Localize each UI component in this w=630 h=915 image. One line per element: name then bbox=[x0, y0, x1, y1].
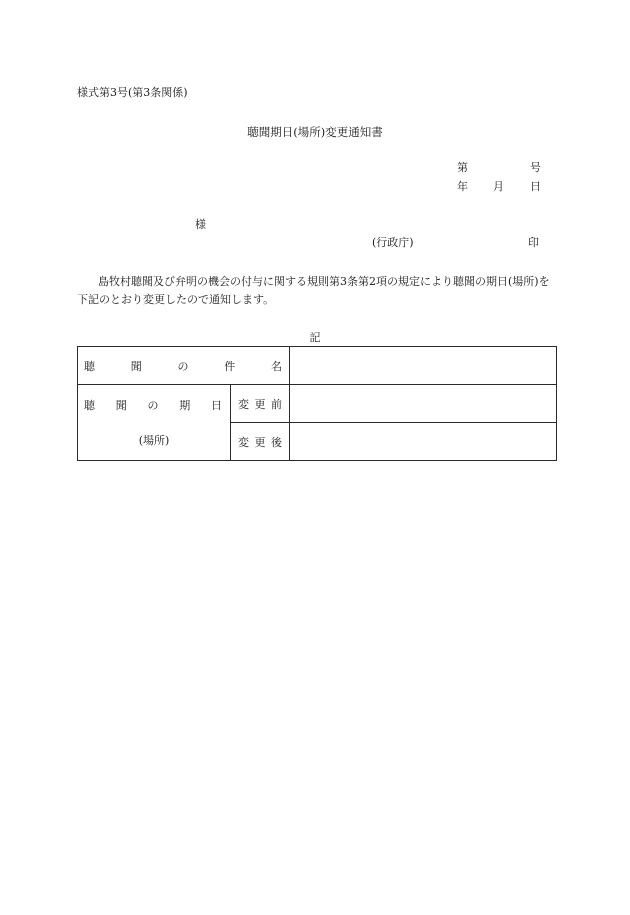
hearing-date-label bbox=[78, 397, 230, 448]
label-char: 前 bbox=[271, 397, 282, 411]
after-change-label-cell bbox=[231, 423, 290, 461]
after-change-label bbox=[231, 434, 289, 450]
label-char: の bbox=[177, 359, 189, 373]
label-char: 聴 bbox=[84, 359, 95, 373]
label-char: 更 bbox=[254, 397, 266, 411]
label-char: 名 bbox=[271, 359, 282, 373]
label-char: 聞 bbox=[130, 359, 142, 373]
document-number-prefix: 第 bbox=[457, 161, 468, 174]
date-day-label: 日 bbox=[530, 180, 541, 193]
label-char: 期 bbox=[179, 399, 191, 412]
form-number-label: 様式第3号(第3条関係) bbox=[77, 86, 188, 99]
label-char: 後 bbox=[271, 435, 282, 449]
label-char: 聴 bbox=[84, 399, 95, 412]
document-title: 聴聞期日(場所)変更通知書 bbox=[247, 125, 383, 139]
table-row bbox=[78, 347, 557, 385]
label-char: 変 bbox=[238, 397, 249, 411]
record-heading: 記 bbox=[309, 331, 321, 344]
seal-mark: 印 bbox=[528, 236, 539, 249]
hearing-title-value-cell[interactable] bbox=[290, 347, 557, 385]
sender-organization: (行政庁) bbox=[372, 236, 414, 249]
hearing-title-label bbox=[78, 358, 289, 374]
date-month-label: 月 bbox=[493, 180, 504, 193]
hearing-place-sublabel: (場所) bbox=[138, 434, 170, 447]
date-year-label: 年 bbox=[457, 180, 468, 193]
body-paragraph: 島牧村聴聞及び弁明の機会の付与に関する規則第3条第2項の規定により聴聞の期日(場所)を下記のとおり変更したので通知します。 bbox=[77, 275, 550, 306]
hearing-date-label-cell bbox=[78, 385, 231, 461]
label-char: 変 bbox=[238, 435, 249, 449]
label-char: の bbox=[147, 399, 159, 412]
label-char: 日 bbox=[211, 399, 222, 412]
hearing-title-label-cell bbox=[78, 347, 290, 385]
label-char: 聞 bbox=[115, 399, 127, 412]
before-change-value-cell[interactable] bbox=[290, 385, 557, 423]
label-char: 更 bbox=[254, 435, 266, 449]
before-change-label-cell bbox=[231, 385, 290, 423]
label-char: 件 bbox=[224, 359, 236, 373]
record-table bbox=[77, 346, 557, 461]
table-row bbox=[78, 385, 557, 423]
addressee-honorific: 様 bbox=[195, 218, 206, 231]
document-number-suffix: 号 bbox=[530, 161, 541, 174]
after-change-value-cell[interactable] bbox=[290, 423, 557, 461]
before-change-label bbox=[231, 396, 289, 412]
